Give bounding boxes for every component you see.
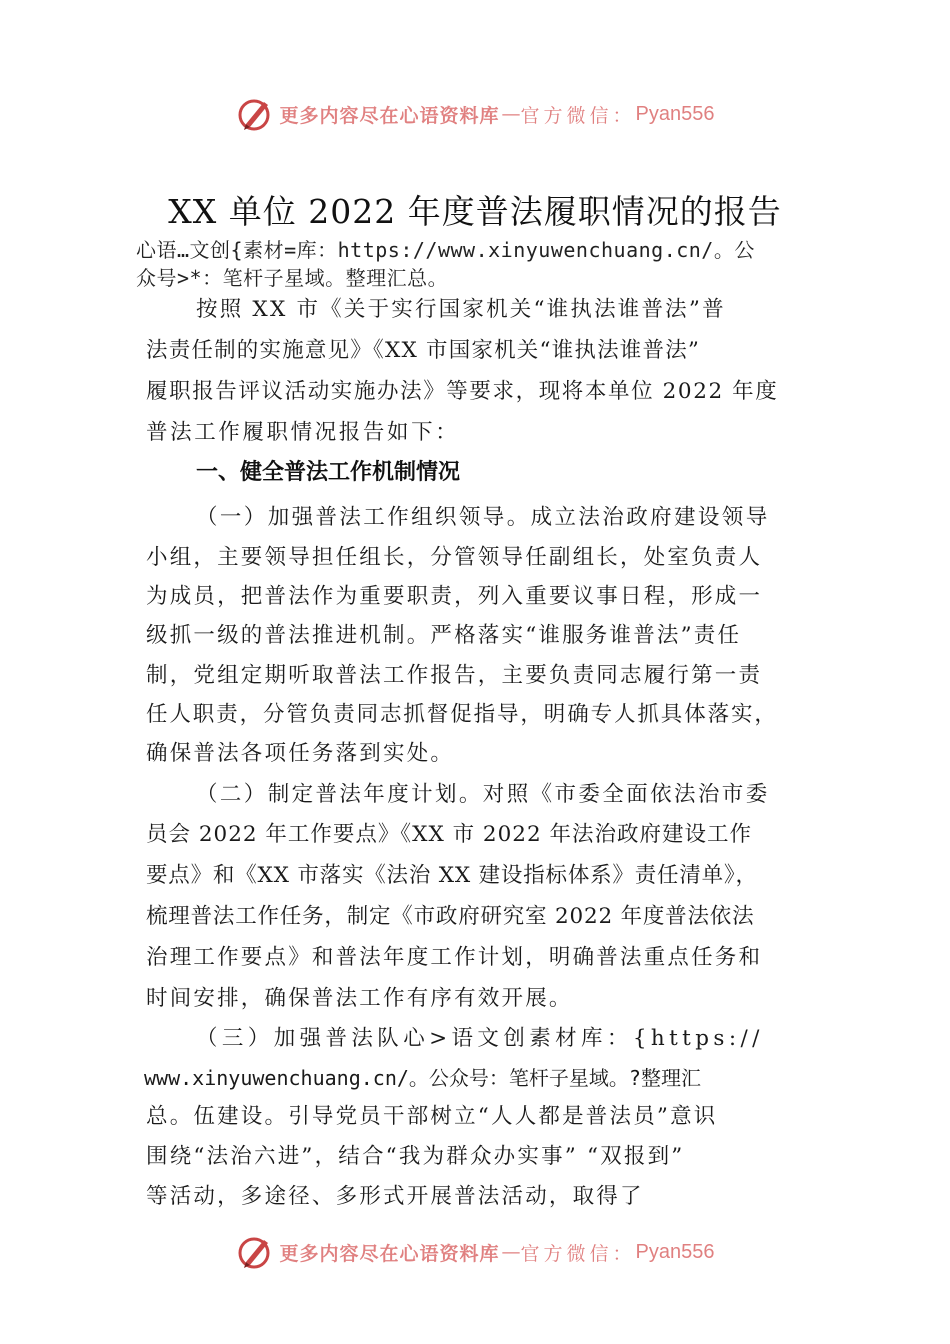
paragraph-line: 梳理普法工作任务，制定《市政府研究室 2022 年度普法依法 (146, 904, 755, 929)
watermark-banner-top (0, 92, 950, 136)
paragraph-line: www.xinyuwenchuang.cn/。公众号：笔杆子星域。?整理汇 (144, 1066, 701, 1090)
paragraph-line: 总。伍建设。引导党员干部树立“人人都是普法员”意识 (146, 1104, 718, 1129)
source-meta-line: 心语…文创{素材=库：https://www.xinyuwenchuang.cn/。公 (136, 238, 755, 262)
paragraph-line: 制，党组定期听取普法工作报告，主要负责同志履行第一责 (146, 663, 763, 688)
paragraph-line: 要点》和《XX 市落实《法治 XX 建设指标体系》责任清单》， (146, 863, 758, 888)
paragraph-line: 小组，主要领导担任组长，分管领导任副组长，处室负责人 (146, 545, 763, 570)
watermark-text: 更多内容尽在心语资料库 (279, 104, 500, 127)
intro-line: 普法工作履职情况报告如下： (146, 420, 460, 445)
watermark-dash: — (501, 1241, 519, 1263)
watermark-wechat-label: 官方微信： (520, 1242, 636, 1265)
watermark-wechat-label: 官方微信： (520, 104, 636, 127)
intro-line: 履职报告评议活动实施办法》等要求，现将本单位 2022 年度 (146, 379, 779, 404)
pen-logo-icon (236, 94, 276, 134)
paragraph-line: 任人职责，分管负责同志抓督促指导，明确专人抓具体落实， (146, 702, 778, 727)
paragraph-line: （三）加强普法队心>语文创素材库：{https:// (196, 1026, 764, 1051)
paragraph-line: 为成员，把普法作为重要职责，列入重要议事日程，形成一 (146, 584, 763, 609)
watermark-dash: — (501, 103, 519, 125)
paragraph-line: 级抓一级的普法推进机制。严格落实“谁服务谁普法”责任 (146, 623, 742, 648)
watermark-banner-bottom (0, 1230, 950, 1274)
source-meta-line: 众号>*：笔杆子星域。整理汇总。 (136, 266, 449, 290)
intro-line: 按照 XX 市《关于实行国家机关“谁执法谁普法”普 (196, 297, 726, 322)
section-heading: 一、健全普法工作机制情况 (196, 460, 461, 485)
document-title: XX 单位 2022 年度普法履职情况的报告 (168, 192, 782, 231)
intro-line: 法责任制的实施意见》《XX 市国家机关“谁执法谁普法” (146, 338, 701, 363)
paragraph-line: 确保普法各项任务落到实处。 (146, 741, 455, 766)
watermark-text: 更多内容尽在心语资料库 (279, 1242, 500, 1265)
paragraph-line: 时间安排，确保普法工作有序有效开展。 (146, 986, 573, 1011)
watermark-account: Pyan556 (635, 102, 715, 125)
pen-logo-icon (236, 1232, 276, 1272)
paragraph-line: 等活动，多途径、多形式开展普法活动，取得了 (146, 1184, 644, 1209)
paragraph-line: 员会 2022 年工作要点》《XX 市 2022 年法治政府建设工作 (146, 822, 752, 847)
paragraph-line: 治理工作要点》和普法年度工作计划，明确普法重点任务和 (146, 945, 763, 970)
watermark-account: Pyan556 (635, 1240, 715, 1263)
paragraph-line: （一）加强普法工作组织领导。成立法治政府建设领导 (196, 505, 770, 530)
paragraph-line: （二）制定普法年度计划。对照《市委全面依法治市委 (196, 782, 770, 807)
paragraph-line: 围绕“法治六进”，结合“我为群众办实事” “双报到” (146, 1144, 685, 1169)
